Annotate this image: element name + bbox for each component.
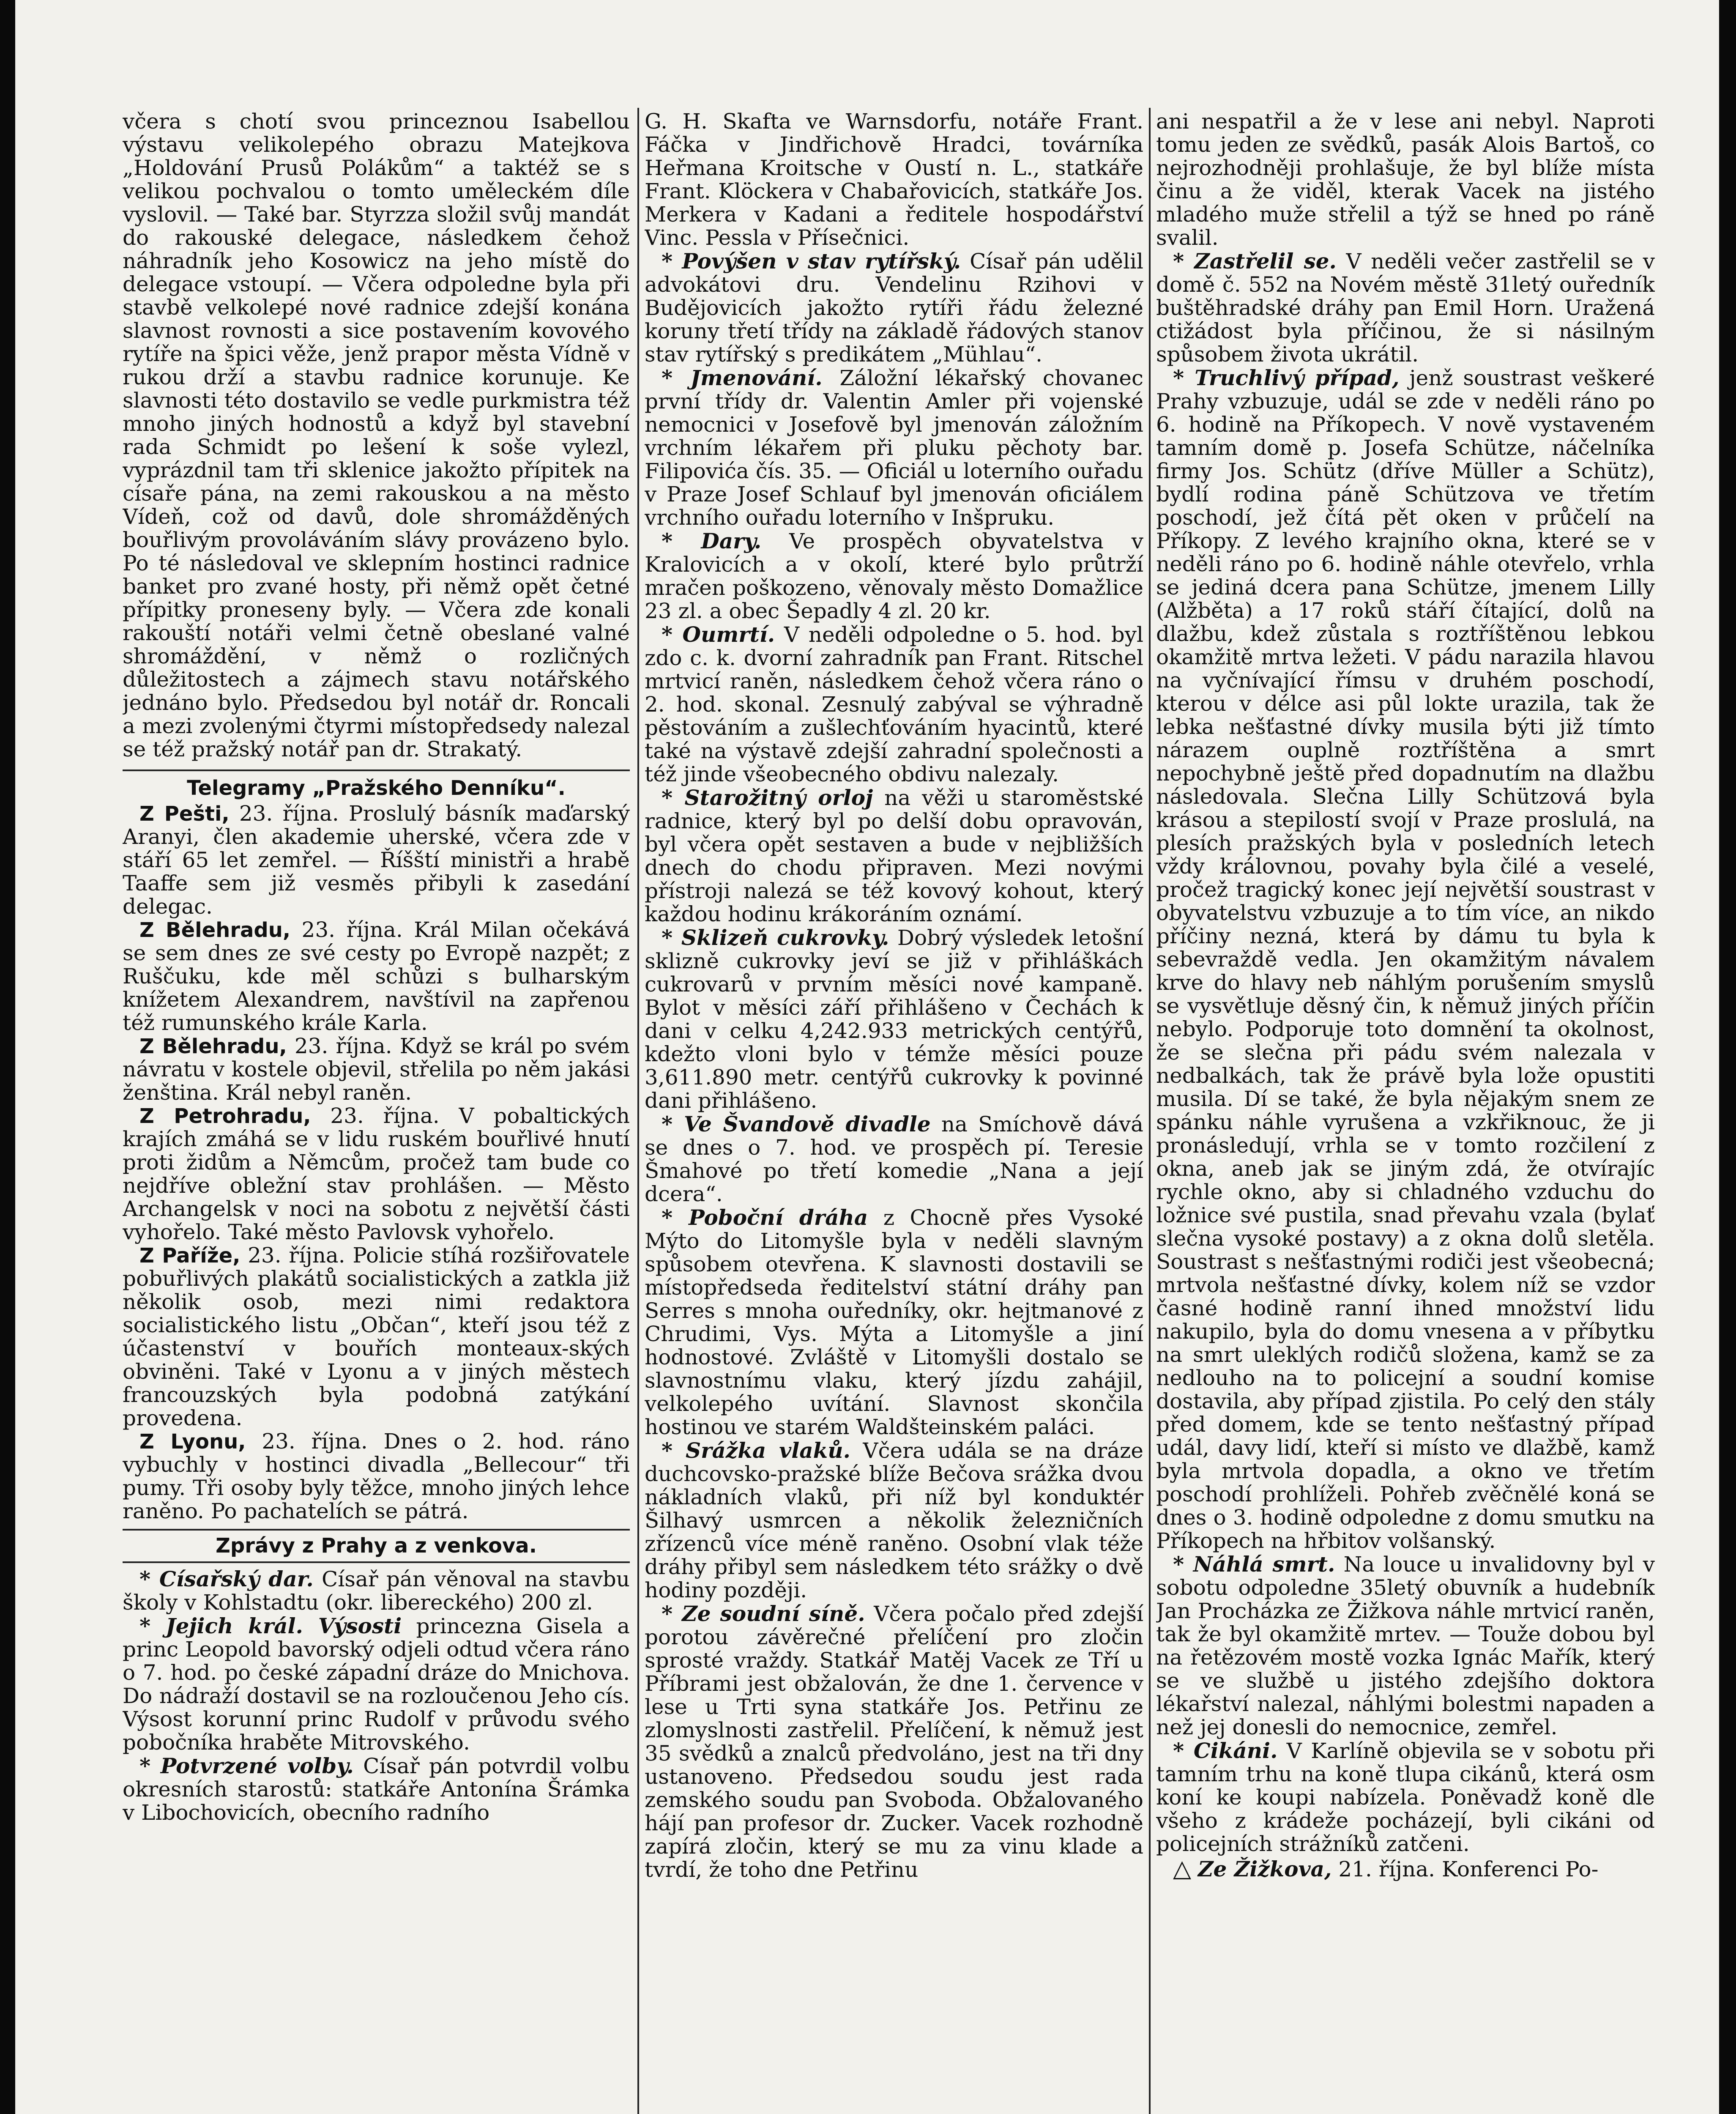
article-paragraph <box>645 623 1143 786</box>
article-paragraph <box>645 1439 1143 1602</box>
article-text: na věži u staroměstské radnice, který byl po delší dobu opravován, byl včera opět sestaven a bude v nejbližších dnech do chodu připraven. Mezi novými přístroji nalezá se též kovový kohout, který každou hodinu krákoráním oznámí. <box>645 786 1143 926</box>
article-text: Záložní lékařský chovanec první třídy dr. Valentin Amler při vojenské nemocnici v Josefově byl jmenován záložním vrchním lékařem při pluku pěchoty bar. Filipovića čís. 35. — Oficiál u loterního ouřadu v Praze Josef Schlauf byl jmenován oficiálem vrchního ouřadu loterního v Inšpruku. <box>645 366 1143 530</box>
article-text: 23. října. Dnes o 2. hod. ráno vybuchly v hostinci divadla „Bellecour“ tři pumy. Tři osoby byly těžce, mnoho jiných lehce raněno. Po pachatelích se pátrá. <box>123 1429 630 1523</box>
article-text: z Chocně přes Vysoké Mýto do Litomyšle byla v neděli slavným spůsobem otevřena. K slavnosti dostavili se místopředseda ředitelství státní dráhy pan Serres s mnoha ouředníky, okr. hejtmanové z Chrudimi, Vys. Mýta a Litomyšle a jiní hodnostové. Zvláště v Litomyšli dostalo se slavnostnímu vlaku, který jízdu zahájil, velkolepého uvítání. Slavnost skončila hostinou ve starém Waldšteinském paláci. <box>645 1205 1143 1439</box>
column-rule-right <box>1149 108 1151 2114</box>
article-paragraph <box>645 786 1143 926</box>
article-heading: * Cikáni. <box>1173 1738 1278 1763</box>
article-paragraph <box>123 1754 630 1824</box>
article-text: Císař pán potvrdil volbu okresních starostů: statkáře Antonína Šrámka v Libochovicích, obecního radního <box>123 1753 630 1825</box>
article-paragraph <box>123 1104 630 1244</box>
dateline: Z Petrohradu, <box>139 1104 311 1128</box>
article-text: Včera počalo před zdejší porotou závěrečné přelíčení pro zločin sprosté vraždy. Statkář Matěj Vacek ze Tří u Příbrami jest obžalován, že dne 1. července v lese u Trti syna statkáře Jos. Petřinu ze zlomyslnosti zastřelil. Přelíčení, k němuž jest 35 svědků a znalců předvoláno, jest na tři dny ustanoveno. Předsedou soudu jest rada zemského soudu pan Svoboda. Obžalovaného hájí pan profesor dr. Zucker. Vacek rozhodně zapírá zločin, který se mu za vinu klade a tvrdí, že toho dne Petřinu <box>645 1602 1143 1882</box>
article-text: jenž soustrast veškeré Prahy vzbuzuje, udál se zde v neděli ráno po 6. hodině na Příkopech. V nově vystaveném tamním domě p. Josefa Schütze, náčelníka firmy Jos. Schütz (dříve Müller a Schütz), bydlí rodina páně Schützova ve třetím poschodí, jež čítá pět oken v průčelí na Příkopy. Z levého krajního okna, které se v neděli ráno po 6. hodině náhle otevřelo, vrhla se jediná dcera pana Schütze, jmenem Lilly (Alžběta) a 17 roků stáří čítající, dolů na dlažbu, kdež zůstala s roztříštěnou lebkou okamžitě mrtva ležeti. V pádu narazila hlavou na vyčnívající římsu v druhém poschodí, kterou v délce asi půl lokte urazila, tak že lebka nešťastné dívky musila býti již tímto nárazem ouplně roztříštěna a smrt nepochybně ještě před dopadnutím na dlažbu následovala. Slečna Lilly Schützová byla krásou a stepilostí svojí v Praze proslulá, na plesích pražských byla v posledních letech vždy královnou, povahy byla čilé a veselé, pročež tragický konec její největší soustrast v obyvatelstvu vzbuzuje a to tím více, an nikdo příčiny nezná, která by dámu tu byla k sebevraždě vedla. Jen okamžitým návalem krve do hlavy neb náhlým porušením smyslů se vysvětluje děsný čin, k němuž jiných příčin nebylo. Podporuje toto domnění ta okolnost, že se slečna při pádu svém nalezala v nedbalkách, tak že právě byla lože opustiti musila. Dí se také, že byla nějakým snem ze spánku náhle vyrušena a vzkřiknouc, že ji pronásledují, vrhla se v tomto rozčilení z okna, aneb jak se jiným zdá, že otvírajíc rychle okno, aby si chladného vzduchu do ložnice své pustila, snad převahu vzala (bylať slečna vysoké postavy) a z okna dolů sletěla. Soustrast s nešťastnými rodiči jest všeobecná; mrtvola nešťastné dívky, kolem níž se vzdor časné hodině ranní ihned množství lidu nakupilo, byla do domu vnesena a v příbytku na smrt uleklých rodičů složena, kamž se za nedlouho na to policejní a soudní komise dostavila, aby případ zjistila. Po celý den stály před domem, kde se tento nešťastný případ udál, davy lidí, kteří si místo ve dlažbě, kamž byla mrtvola dopadla, a okno ve třetím poschodí prohlíželi. Pohřeb zvěčnělé koná se dnes o 3. hodině odpoledne z domu smutku na Příkopech na hřbitov volšanský. <box>1156 366 1655 1553</box>
article-text: 23. října. Když se král po svém návratu v kostele objevil, střelila po něm jakási ženština. Král nebyl raněn. <box>123 1033 630 1105</box>
article-paragraph <box>1156 1739 1655 1856</box>
article-heading: * Truchlivý případ, <box>1173 365 1400 390</box>
article-paragraph <box>645 1112 1143 1206</box>
article-heading: * Jejich král. Výsosti <box>139 1613 402 1638</box>
article-text: Císař pán věnoval na stavbu školy v Kohlstadtu (okr. libereckého) 200 zl. <box>123 1566 630 1615</box>
article-heading: * Starožitný orloj <box>662 785 873 810</box>
article-heading: * Ve Švandově divadle <box>662 1112 931 1136</box>
dateline: Z Bělehradu, <box>139 918 291 942</box>
article-paragraph <box>123 1244 630 1430</box>
article-heading: * Císařský dar. <box>139 1566 314 1591</box>
article-text: 23. října. Král Milan očekává se sem dnes ze své cesty po Evropě nazpět; z Ruščuku, kde měl schůzi s bulharským knížetem Alexandrem, navštívil na zapřenou též rumunského krále Karla. <box>123 917 630 1035</box>
article-heading: Ze Žižkova, <box>1197 1857 1332 1881</box>
section-heading: Telegramy „Pražského Denníku“. <box>123 769 630 800</box>
column-3 <box>1156 110 1655 2114</box>
article-paragraph <box>645 366 1143 529</box>
article-paragraph <box>123 1614 630 1754</box>
article-heading: * Zastřelil se. <box>1173 249 1337 274</box>
article-paragraph <box>123 1567 630 1614</box>
article-text: princezna Gisela a princ Leopold bavorský odjeli odtud včera ráno o 7. hod. po české západní dráze do Mnichova. Do nádraží dostavil se na rozloučenou Jeho cís. Výsost korunní princ Rudolf v průvodu svého pobočníka hraběte Mitrovského. <box>123 1613 630 1755</box>
dateline: Z Pešti, <box>139 802 230 826</box>
column-2 <box>645 110 1143 2114</box>
article-paragraph <box>123 802 630 918</box>
article-paragraph: ani nespatřil a že v lese ani nebyl. Naproti tomu jeden ze svědků, pasák Alois Bartoš, co nejrozhodněji prohlašuje, že byl blíže místa činu a že viděl, kterak Vacek na jistého mladého muže střelil a týž se hned po ráně svalil. <box>1156 110 1655 250</box>
article-heading: * Dary. <box>662 528 762 553</box>
article-text: Ve prospěch obyvatelstva v Kralovicích a v okolí, které bylo průtrží mračen poškozeno, věnovaly město Domažlice 23 zl. a obec Šepadly 4 zl. 20 kr. <box>645 529 1143 623</box>
article-heading: * Povýšen v stav rytířský. <box>662 249 961 274</box>
column-rule-left <box>637 108 639 2114</box>
article-paragraph <box>645 1602 1143 1881</box>
article-text: V neděli večer zastřelil se v domě č. 552 na Novém městě 31letý ouředník buštěhradské dráhy pan Emil Horn. Uražená ctižádost byla příčinou, že si násilným spůsobem života ukrátil. <box>1156 249 1655 367</box>
article-text: na Smíchově dává se dnes o 7. hod. ve prospěch pí. Teresie Šmahové po třetí komedie „Nana a její dcera“. <box>645 1112 1143 1206</box>
article-text: 21. října. Konferenci Po- <box>1331 1857 1599 1881</box>
article-paragraph <box>645 1206 1143 1439</box>
article-text: Na louce u invalidovny byl v sobotu odpoledne 35letý obuvník a hudebník Jan Procházka ze Žižkova náhle mrtvicí raněn, tak že byl okamžitě mrtev. — Touže dobou byl na řetězovém mostě vozka Ignác Mařík, který se ve službě u jistého zdejšího doktora lékařství nalezal, náhlými bolestmi napaden a než jej donesli do nemocnice, zemřel. <box>1156 1552 1655 1739</box>
article-paragraph <box>1156 1553 1655 1739</box>
article-paragraph <box>1156 366 1655 1553</box>
article-heading: * Srážka vlaků. <box>662 1438 851 1463</box>
article-paragraph: včera s chotí svou princeznou Isabellou výstavu velikolepého obrazu Matejkova „Holdování Prusů Polákům“ a taktéž se s velikou pochvalou o tomto uměleckém díle vyslovil. — Také bar. Styrzza složil svůj mandát do rakouské delegace, následkem čehož náhradník jeho Kosowicz na jeho místě do delegace vstoupí. — Včera odpoledne byla při stavbě velkolepé nové radnice zdejší konána slavnost rovnosti a sice postavením kovového rytíře na špici věže, jenž prapor města Vídně v rukou drží a stavbu radnice korunuje. Ke slavnosti této dostavilo se vedle purkmistra též mnoho jiných hodnostů a když byl stavební rada Schmidt po lešení k soše vylezl, vyprázdnil tam tři sklenice jakožto přípitek na císaře pána, na zemi rakouskou a na město Vídeň, což od davů, dole shromážděných bouřlivým provoláváním slávy provázeno bylo. Po té následoval ve sklepním hostinci radnice banket pro zvané hosty, při němž opět četné přípitky proneseny byly. — Včera zde konali rakouští notáři velmi četně obeslané valné shromáždění, v němž o rozličných důležitostech a zájmech stavu notářského jednáno bylo. Předsedou byl notář dr. Roncali a mezi zvolenými čtyrmi místopředsedy nalezal se též pražský notář pan dr. Strakatý. <box>123 110 630 761</box>
article-heading: * Náhlá smrt. <box>1173 1552 1335 1577</box>
article-text: Císař pán udělil advokátovi dru. Vendelinu Rzihovi v Budějovicích jakožto rytíři řádu železné koruny třetí třídy na základě řádových stanov stav rytířský s predikátem „Mühlau“. <box>645 249 1143 367</box>
article-text: V Karlíně objevila se v sobotu při tamním trhu na koně tlupa cikánů, která osm koní ke koupi nabízela. Poněvadž koně dle všeho z krádeže pocházejí, byli cikáni od policejních strážníků zatčeni. <box>1156 1739 1655 1856</box>
article-heading: * Potvrzené volby. <box>139 1753 354 1778</box>
article-paragraph <box>123 1035 630 1104</box>
column-1 <box>123 110 630 2114</box>
article-paragraph: G. H. Skafta ve Warnsdorfu, notáře Frant. Fáčka v Jindřichově Hradci, továrníka Heřmana Kroitsche v Oustí n. L., statkáře Frant. Klöckera v Chabařovicích, statkáře Jos. Merkera v Kadani a ředitele hospodářství Vinc. Pessla v Přísečnici. <box>645 110 1143 250</box>
article-heading: * Oumrtí. <box>662 622 775 647</box>
article-text: Včera udála se na dráze duchcovsko-pražské blíže Bečova srážka dvou nákladních vlaků, při níž byl konduktér Šilhavý usmrcen a několik železničních zřízenců více méně raněno. Osobní vlak téže dráhy přibyl sem následkem této srážky o dvě hodiny později. <box>645 1438 1143 1602</box>
section-heading: Zprávy z Prahy a z venkova. <box>123 1529 630 1563</box>
article-heading: * Jmenování. <box>662 365 823 390</box>
article-heading: * Ze soudní síně. <box>662 1601 865 1626</box>
article-text: V neděli odpoledne o 5. hod. byl zdo c. k. dvorní zahradník pan Frant. Ritschel mrtvicí raněn, následkem čehož včera ráno o 2. hod. skonal. Zesnulý zabýval se výhradně pěstováním a zušlechťováním hyacintů, které také na výstavě zdejší zahradní společnosti a též jinde všeobecného obdivu nalezaly. <box>645 622 1143 786</box>
article-text: 23. října. Policie stíhá rozšiřovatele pobuřlivých plakátů socialistických a zatkla již několik osob, mezi nimi redaktora socialistického listu „Občan“, kteří jsou též z účastenství v bouřích monteaux-ských obviněni. Také v Lyonu a v jiných městech francouzských byla podobná zatýkání provedena. <box>123 1243 630 1430</box>
article-text: 23. října. V pobaltických krajích zmáhá se v lidu ruském bouřlivé hnutí proti židům a Němcům, pročež tam bude co nejdříve obležní stav prohlášen. — Město Archangelsk v noci na sobotu z největší části vyhořelo. Také město Pavlovsk vyhořelo. <box>123 1103 630 1244</box>
article-paragraph <box>645 529 1143 623</box>
dateline: Z Paříže, <box>139 1243 241 1268</box>
triangle-mark-icon: △ <box>1173 1855 1192 1882</box>
article-paragraph <box>123 918 630 1035</box>
article-text: 23. října. Proslulý básník maďarský Aranyi, člen akademie uherské, včera zde v stáří 65 let zemřel. — Říšští ministři a hrabě Taaffe sem již vesměs přibyli k zasedání delegac. <box>123 801 630 919</box>
article-heading: * Poboční dráha <box>662 1205 868 1230</box>
dateline: Z Bělehradu, <box>139 1034 287 1058</box>
article-paragraph <box>1156 249 1655 366</box>
article-paragraph <box>645 926 1143 1112</box>
article-text: Dobrý výsledek letošní sklizně cukrovky jeví se již v přihláškách cukrovarů v prvním měsíci nové kampaně. Bylot v měsíci září přihlášeno v Čechách k dani v celku 4,242.933 metrických centýřů, kdežto vloni bylo v témže měsíci pouze 3,611.890 metr. centýřů cukrovky k povinné dani přihlášeno. <box>645 926 1143 1113</box>
article-paragraph <box>645 249 1143 366</box>
article-heading: * Sklizeň cukrovky. <box>662 925 889 950</box>
article-paragraph <box>123 1430 630 1523</box>
dateline: Z Lyonu, <box>139 1429 246 1454</box>
article-paragraph <box>1156 1856 1655 1882</box>
